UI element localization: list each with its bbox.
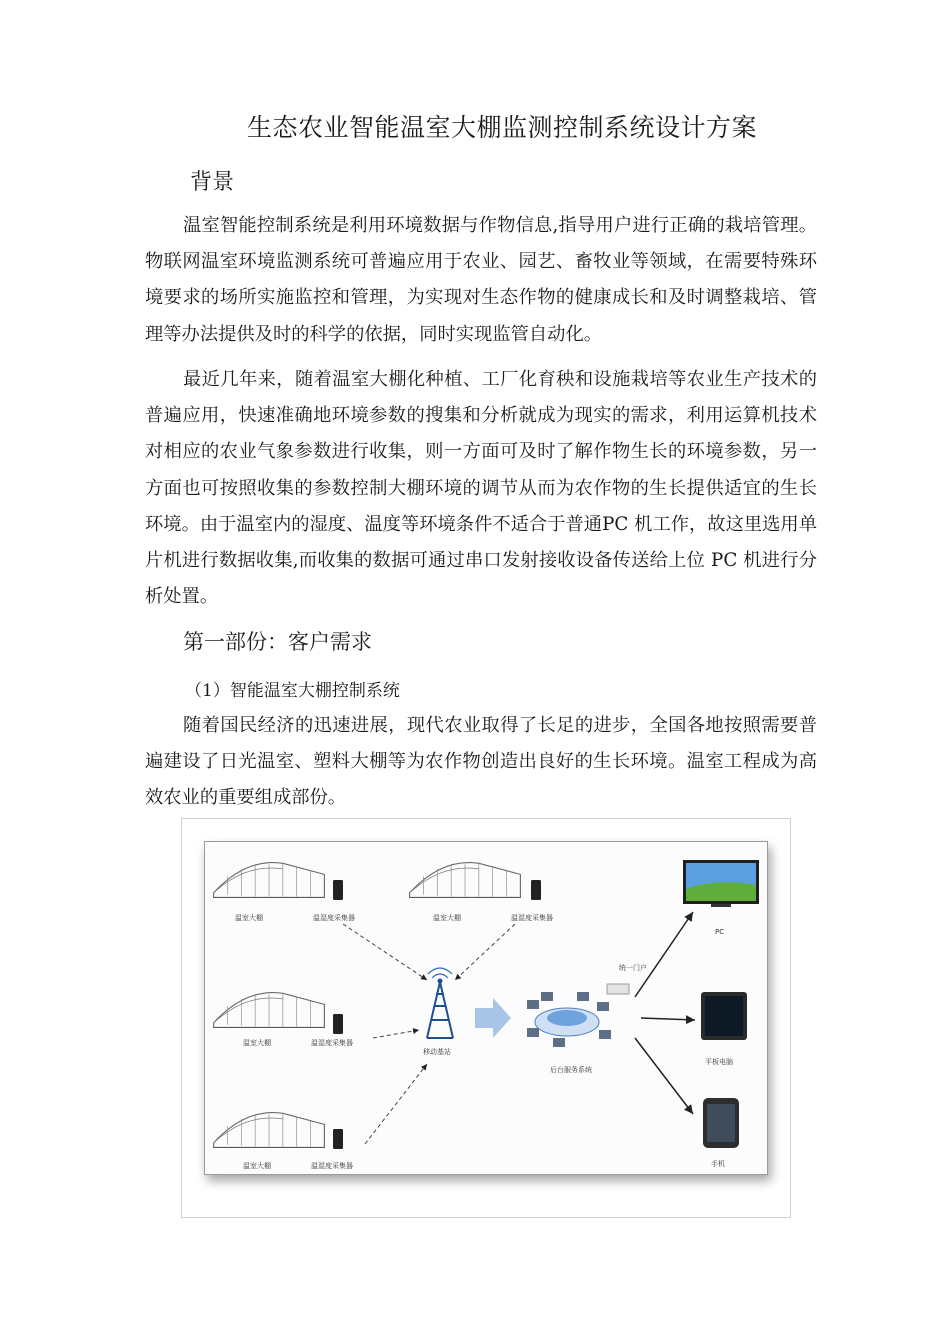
greenhouse-icon-4 [214, 1113, 325, 1148]
greenhouse-label-3: 温室大棚 [243, 1039, 271, 1047]
tablet-label: 平板电脑 [705, 1058, 733, 1066]
link-to-tablet [641, 1018, 695, 1020]
phone-icon [703, 1098, 739, 1148]
paragraph-intro: 温室智能控制系统是利用环境数据与作物信息,指导用户进行正确的栽培管理。物联网温室环境监测系统可普遍应用于农业、园艺、畜牧业等领域，在需要特殊环境要求的场所实施监控和管理，为实现对生态作物的健康成长和及时调整栽培、管理等办法提供及时的科学的依据，同时实现监管自动化。 [145, 215, 817, 345]
collector-label-2: 温湿度采集器 [511, 914, 553, 922]
greenhouse-icon-3 [214, 993, 325, 1028]
link-to-phone [635, 1038, 693, 1114]
system-diagram-figure [181, 818, 791, 1218]
greenhouse-icon-1 [214, 863, 325, 898]
link-collector-3 [373, 1030, 419, 1038]
greenhouse-icon-2 [410, 863, 521, 898]
data-flow-arrow [475, 998, 511, 1038]
greenhouse-label-2: 温室大棚 [433, 914, 461, 922]
part1-heading: 第一部份：客户需求 [183, 630, 372, 654]
pc-label: PC [715, 928, 725, 936]
base-station-label: 移动基站 [423, 1048, 451, 1056]
base-station-tower-icon [427, 968, 453, 1038]
link-collector-2 [455, 924, 515, 980]
collector-icon-1 [333, 880, 343, 900]
collector-label-3: 温湿度采集器 [311, 1039, 353, 1047]
collector-label-1: 温湿度采集器 [313, 914, 355, 922]
sub1-heading: （1）智能温室大棚控制系统 [185, 681, 400, 701]
greenhouse-label-4: 温室大棚 [243, 1162, 271, 1170]
page-title: 生态农业智能温室大棚监测控制系统设计方案 [246, 113, 757, 142]
paragraph-recent: 最近几年来，随着温室大棚化种植、工厂化育秧和设施栽培等农业生产技术的普遍应用，快速准确地环境参数的搜集和分析就成为现实的需求，利用运算机技术对相应的农业气象参数进行收集，则一方面可及时了解作物生长的环境参数，另一方面也可按照收集的参数控制大棚环境的调节从而为农作物的生长提供适宜的生长环境。由于温室内的湿度、温度等环境条件不适合于普通PC 机工作，故这里选用单片机进行数据收集,而收集的数据可通过串口发射接收设备传送给上位 PC 机进行分析处置。 [145, 369, 817, 608]
phone-label: 手机 [711, 1160, 725, 1168]
paragraph-development: 随着国民经济的迅速进展，现代农业取得了长足的进步，全国各地按照需要普遍建设了日光温室、塑料大棚等为农作物创造出良好的生长环境。温室工程成为高效农业的重要组成部份。 [145, 715, 817, 809]
greenhouse-label-1: 温室大棚 [235, 914, 263, 922]
portal-label: 统一门户 [619, 964, 647, 972]
collector-icon-2 [531, 880, 541, 900]
tablet-icon [701, 992, 747, 1040]
system-diagram-panel [204, 841, 768, 1175]
background-heading: 背景 [190, 170, 235, 195]
collector-label-4: 温湿度采集器 [311, 1162, 353, 1170]
collector-icon-4 [333, 1129, 343, 1149]
server-label: 后台服务系统 [550, 1066, 592, 1074]
link-to-pc [635, 912, 693, 997]
system-diagram [205, 842, 767, 1174]
pc-monitor-icon [683, 860, 759, 907]
link-collector-4 [365, 1064, 427, 1144]
collector-icon-3 [333, 1014, 343, 1034]
link-collector-1 [343, 924, 427, 980]
server-cluster-icon [527, 984, 629, 1047]
